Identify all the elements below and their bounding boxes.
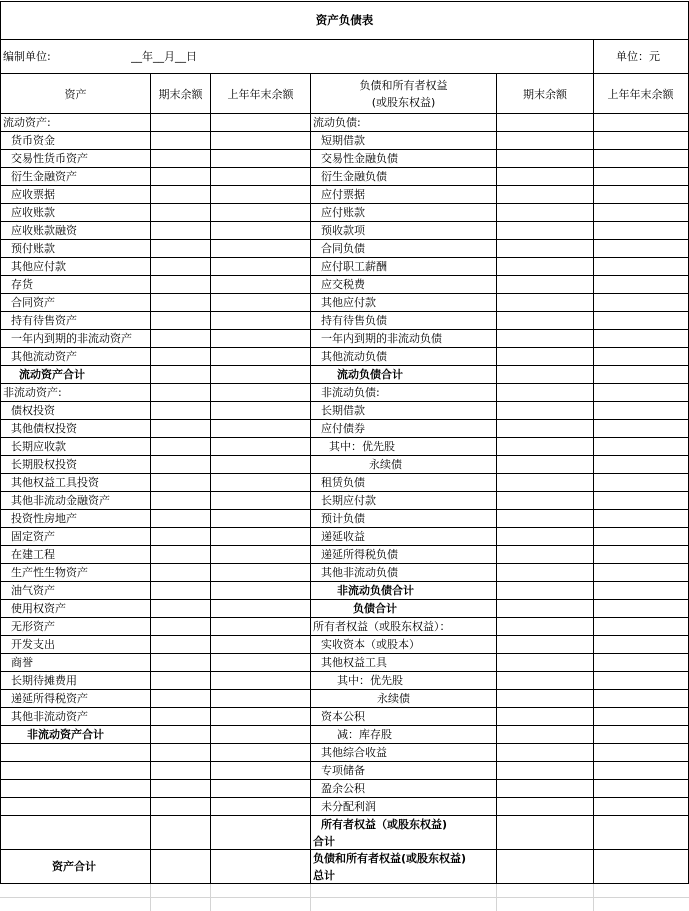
asset-line-item[interactable]: 存货 bbox=[11, 278, 33, 291]
liability-line-item[interactable]: 租赁负债 bbox=[321, 476, 365, 489]
assets-total-label[interactable]: 资产合计 bbox=[52, 860, 96, 873]
asset-line-item[interactable]: 其他流动资产 bbox=[11, 350, 77, 363]
sheet-gridline-v bbox=[593, 884, 594, 911]
asset-line-item[interactable]: 合同资产 bbox=[11, 296, 55, 309]
asset-line-item[interactable]: 投资性房地产 bbox=[11, 512, 77, 525]
header-liabilities-line1: 负债和所有者权益 bbox=[359, 79, 448, 92]
sheet-title[interactable]: 资产负债表 bbox=[315, 13, 374, 27]
liability-line-item[interactable]: 一年内到期的非流动负债 bbox=[321, 332, 442, 345]
asset-line-item[interactable]: 持有待售资产 bbox=[11, 314, 77, 327]
asset-line-item[interactable]: 衍生金融资产 bbox=[11, 170, 77, 183]
equity-total-label[interactable] bbox=[313, 816, 496, 849]
asset-line-item[interactable]: 应收票据 bbox=[11, 188, 55, 201]
header-closing-balance[interactable]: 期末余额 bbox=[158, 87, 203, 101]
asset-line-item[interactable]: 流动资产: bbox=[3, 116, 51, 129]
liability-line-item[interactable]: 永续债 bbox=[369, 458, 402, 471]
asset-line-item[interactable]: 开发支出 bbox=[11, 638, 55, 651]
asset-line-item[interactable]: 在建工程 bbox=[11, 548, 55, 561]
liability-line-item[interactable]: 其他应付款 bbox=[321, 296, 376, 309]
unit-divider bbox=[593, 39, 594, 73]
asset-line-item[interactable]: 其他权益工具投资 bbox=[11, 476, 99, 489]
liability-line-item[interactable]: 长期应付款 bbox=[321, 494, 376, 507]
liability-line-item[interactable]: 预计负债 bbox=[321, 512, 365, 525]
asset-line-item[interactable]: 递延所得税资产 bbox=[11, 692, 88, 705]
liability-line-item[interactable]: 长期借款 bbox=[321, 404, 365, 417]
header-closing-balance-right[interactable]: 期末余额 bbox=[523, 87, 567, 101]
asset-line-item[interactable]: 固定资产 bbox=[11, 530, 55, 543]
sheet-gridline-h bbox=[0, 897, 689, 898]
asset-line-item[interactable]: 一年内到期的非流动资产 bbox=[11, 332, 132, 345]
equity-total-line2: 合计 bbox=[313, 834, 335, 848]
asset-line-item[interactable]: 其他债权投资 bbox=[11, 422, 77, 435]
report-date[interactable]: __年__月__日 bbox=[131, 50, 197, 63]
asset-line-item[interactable]: 其他非流动资产 bbox=[11, 710, 88, 723]
header-liabilities-equity[interactable] bbox=[311, 74, 496, 114]
asset-line-item[interactable]: 债权投资 bbox=[11, 404, 55, 417]
liability-line-item[interactable]: 非流动负债: bbox=[321, 386, 380, 399]
liability-line-item[interactable]: 应付职工薪酬 bbox=[321, 260, 387, 273]
asset-line-item[interactable]: 长期应收款 bbox=[11, 440, 66, 453]
liability-line-item[interactable]: 其他综合收益 bbox=[321, 746, 387, 759]
liability-line-item[interactable]: 其他流动负债 bbox=[321, 350, 387, 363]
equity-total-line1: 所有者权益（或股东权益) bbox=[321, 817, 448, 831]
column-divider bbox=[310, 73, 311, 884]
asset-line-item[interactable]: 货币资金 bbox=[11, 134, 55, 147]
sheet-gridline-v bbox=[310, 884, 311, 911]
liability-line-item[interactable]: 应付账款 bbox=[321, 206, 365, 219]
liability-line-item[interactable]: 其他权益工具 bbox=[321, 656, 387, 669]
asset-line-item[interactable]: 油气资产 bbox=[11, 584, 55, 597]
asset-line-item[interactable]: 其他应付款 bbox=[11, 260, 66, 273]
asset-line-item[interactable]: 商誉 bbox=[11, 656, 33, 669]
table-border-left bbox=[0, 1, 1, 884]
header-assets[interactable]: 资产 bbox=[64, 87, 87, 101]
asset-line-item[interactable]: 使用权资产 bbox=[11, 602, 66, 615]
sheet-gridline-v bbox=[210, 884, 211, 911]
liability-line-item[interactable]: 流动负债合计 bbox=[337, 368, 403, 381]
asset-line-item[interactable]: 生产性生物资产 bbox=[11, 566, 88, 579]
unit-label[interactable]: 单位：元 bbox=[616, 50, 660, 63]
liability-line-item[interactable]: 应付债券 bbox=[321, 422, 365, 435]
liability-line-item[interactable]: 其他非流动负债 bbox=[321, 566, 398, 579]
header-liabilities-line2: (或股东权益) bbox=[371, 96, 436, 109]
asset-line-item[interactable]: 长期股权投资 bbox=[11, 458, 77, 471]
grand-total-line1: 负债和所有者权益(或股东权益) bbox=[313, 851, 467, 865]
liability-line-item[interactable]: 永续债 bbox=[377, 692, 410, 705]
liability-line-item[interactable]: 其中：优先股 bbox=[329, 440, 395, 453]
liability-line-item[interactable]: 应交税费 bbox=[321, 278, 365, 291]
liability-line-item[interactable]: 应付票据 bbox=[321, 188, 365, 201]
header-prior-year-balance-right[interactable]: 上年年末余额 bbox=[607, 87, 674, 101]
column-divider bbox=[210, 73, 211, 884]
asset-line-item[interactable]: 流动资产合计 bbox=[19, 368, 85, 381]
liability-line-item[interactable]: 预收款项 bbox=[321, 224, 365, 237]
liability-line-item[interactable]: 专项储备 bbox=[321, 764, 365, 777]
asset-line-item[interactable]: 无形资产 bbox=[11, 620, 55, 633]
sheet-gridline-v bbox=[150, 884, 151, 911]
asset-line-item[interactable]: 应收账款 bbox=[11, 206, 55, 219]
liability-line-item[interactable]: 递延收益 bbox=[321, 530, 365, 543]
liability-line-item[interactable]: 合同负债 bbox=[321, 242, 365, 255]
grand-total-line2: 总计 bbox=[313, 868, 335, 882]
liability-line-item[interactable]: 其中：优先股 bbox=[337, 674, 403, 687]
liability-line-item[interactable]: 流动负债: bbox=[313, 116, 361, 129]
asset-line-item[interactable]: 非流动资产: bbox=[3, 386, 62, 399]
liability-line-item[interactable]: 资本公积 bbox=[321, 710, 365, 723]
liability-line-item[interactable]: 减：库存股 bbox=[337, 728, 392, 741]
column-divider bbox=[150, 73, 151, 884]
liability-line-item[interactable]: 衍生金融负债 bbox=[321, 170, 387, 183]
asset-line-item[interactable]: 非流动资产合计 bbox=[27, 728, 104, 741]
liability-line-item[interactable]: 短期借款 bbox=[321, 134, 365, 147]
liability-line-item[interactable]: 实收资本（或股本） bbox=[321, 638, 420, 651]
asset-line-item[interactable]: 应收账款融资 bbox=[11, 224, 77, 237]
liability-line-item[interactable]: 未分配利润 bbox=[321, 800, 376, 813]
grand-total-label[interactable] bbox=[313, 850, 496, 883]
asset-line-item[interactable]: 交易性货币资产 bbox=[11, 152, 88, 165]
liability-line-item[interactable]: 负债合计 bbox=[353, 602, 397, 615]
liability-line-item[interactable]: 所有者权益（或股东权益）： bbox=[313, 620, 451, 633]
column-divider bbox=[593, 73, 594, 884]
liability-line-item[interactable]: 盈余公积 bbox=[321, 782, 365, 795]
sheet-gridline-v bbox=[496, 884, 497, 911]
liability-line-item[interactable]: 持有待售负债 bbox=[321, 314, 387, 327]
liability-line-item[interactable]: 非流动负债合计 bbox=[337, 584, 414, 597]
asset-line-item[interactable]: 预付账款 bbox=[11, 242, 55, 255]
liability-line-item[interactable]: 递延所得税负债 bbox=[321, 548, 398, 561]
header-prior-year-balance[interactable]: 上年年末余额 bbox=[227, 87, 294, 101]
asset-line-item[interactable]: 长期待摊费用 bbox=[11, 674, 77, 687]
column-divider bbox=[496, 73, 497, 884]
liability-line-item[interactable]: 交易性金融负债 bbox=[321, 152, 398, 165]
compiler-label[interactable]: 编制单位: bbox=[3, 50, 51, 63]
table-border-bottom bbox=[0, 883, 689, 884]
asset-line-item[interactable]: 其他非流动金融资产 bbox=[11, 494, 110, 507]
